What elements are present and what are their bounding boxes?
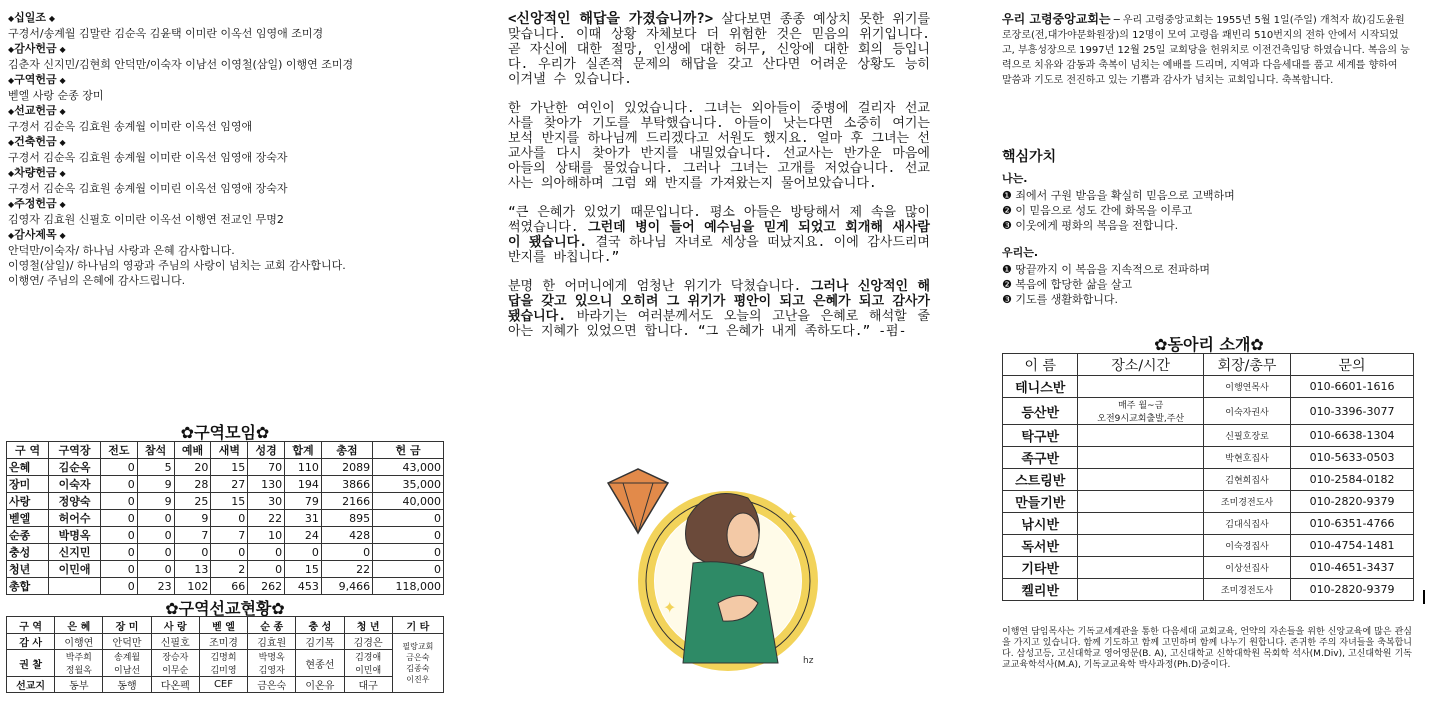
district-header: 새벽 [211, 442, 248, 459]
table-row [1003, 579, 1414, 601]
district-cell: 9 [174, 510, 211, 527]
clubs-title: ✿동아리 소개✿ [1154, 335, 1264, 354]
club-cell: 등산반 [1003, 398, 1078, 425]
district-cell: 순종 [7, 527, 49, 544]
mission-cell: 김경은 [344, 634, 392, 650]
district-cell: 9 [137, 476, 174, 493]
clubs-table [1002, 353, 1414, 601]
district-cell: 15 [211, 459, 248, 476]
offering-names: 벧엘 사랑 순종 장미 [8, 89, 104, 102]
table-row [7, 510, 444, 527]
district-cell: 0 [100, 459, 137, 476]
district-cell: 0 [373, 544, 444, 561]
artist-signature: hz [803, 656, 814, 666]
mission-cell: 다온펙 [151, 677, 199, 693]
table-row [1003, 535, 1414, 557]
table-row [1003, 513, 1414, 535]
mission-cell: 현종선 [296, 650, 344, 677]
mission-header: 장 미 [103, 617, 151, 634]
district-cell: 0 [100, 561, 137, 578]
mission-cell: 안덕만 [103, 634, 151, 650]
district-cell: 벧엘 [7, 510, 49, 527]
district-cell: 2 [211, 561, 248, 578]
mission-cell: 장승자 이무순 [151, 650, 199, 677]
table-row [1003, 425, 1414, 447]
essay-heading: <신앙적인 해답을 가졌습니까?> [508, 11, 714, 27]
mission-cell: 선교지 [7, 677, 55, 693]
district-cell: 3866 [321, 476, 372, 493]
district-cell: 2166 [321, 493, 372, 510]
offering-list [8, 10, 448, 288]
face-shape [727, 513, 759, 557]
district-header: 헌 금 [373, 442, 444, 459]
club-cell: 낚시반 [1003, 513, 1078, 535]
mission-cell: 이행연 [55, 634, 103, 650]
district-cell [49, 578, 101, 595]
mission-cell: 김명희 김미영 [199, 650, 247, 677]
district-cell: 22 [248, 510, 285, 527]
club-cell: 010-2820-9379 [1291, 579, 1414, 601]
core-we-item: ❸ 기도를 생활화합니다. [1002, 293, 1118, 306]
offering-title: ◆ 감사제목 ◆ [8, 227, 448, 243]
district-cell: 정양숙 [49, 493, 101, 510]
district-cell: 박명옥 [49, 527, 101, 544]
district-cell: 청년 [7, 561, 49, 578]
mission-header: 기 타 [392, 617, 443, 634]
essay [508, 12, 930, 353]
district-cell: 118,000 [373, 578, 444, 595]
offering-title: ◆ 선교헌금 ◆ [8, 103, 448, 119]
club-header: 문의 [1291, 354, 1414, 376]
offering-names: 김춘자 신지민/김현희 안덕만/이숙자 이남선 이영철(삼일) 이행연 조미경 [8, 58, 354, 71]
district-cell: 110 [285, 459, 322, 476]
history-title: 우리 고령중앙교회는 [1002, 12, 1111, 26]
core-we-lead: 우리는. [1002, 246, 1039, 259]
praying-woman-illustration [578, 463, 840, 675]
core-we-item: ❷ 복음에 합당한 삶을 살고 [1002, 278, 1133, 291]
district-cell: 13 [174, 561, 211, 578]
club-cell: 010-4754-1481 [1291, 535, 1414, 557]
district-cell: 0 [285, 544, 322, 561]
district-header: 전도 [100, 442, 137, 459]
offering-title: ◆ 감사헌금 ◆ [8, 41, 448, 57]
club-cell: 스트링반 [1003, 469, 1078, 491]
district-cell: 0 [100, 476, 137, 493]
club-cell: 박현호집사 [1203, 447, 1290, 469]
table-row [7, 677, 444, 693]
essay-p4b: 그러나 신앙적인 해답을 갖고 있으니 오히려 그 위기가 평안이 되고 은혜가 되고 감사가 됐습니다. [508, 279, 931, 324]
district-header: 예배 [174, 442, 211, 459]
table-row [7, 493, 444, 510]
offering-names: 구경서 김순옥 김효원 송계월 이미란 이옥선 임영애 [8, 120, 253, 133]
table-row [7, 561, 444, 578]
club-cell [1078, 447, 1203, 469]
offering-title: ◆ 십일조 ◆ [8, 10, 448, 26]
district-cell: 66 [211, 578, 248, 595]
offering-names: 김영자 김효원 신필호 이미란 이옥선 이행연 전교인 무명2 [8, 213, 284, 226]
district-cell: 24 [285, 527, 322, 544]
mission-cell: 감 사 [7, 634, 55, 650]
district-cell: 9,466 [321, 578, 372, 595]
mission-cell: 금은숙 [248, 677, 296, 693]
church-history [1002, 12, 1410, 88]
mission-cell: CEF [199, 677, 247, 693]
club-cell [1078, 376, 1203, 398]
essay-p2: 한 가난한 여인이 있었습니다. 그녀는 외아들이 중병에 걸리자 선교사를 찾아가 기도를 부탁했습니다. 아들이 낫는다면 소중히 여기는 보석 반지를 하나님께 드리겠다고 서원도 했지요. 얼마 후 그녀는 선교사를 다시 찾아가 반지를 내밀었습니다. 선교사는 반가운 마음에 아들의 상태를 물었습니다. 그러나 그녀는 고개를 저었습니다. 선교사는 의아해하며 그럼 왜 반지를 가져왔는지 물어보았습니다. [508, 101, 930, 191]
club-cell: 족구반 [1003, 447, 1078, 469]
mission-cell: 신필호 [151, 634, 199, 650]
club-cell [1078, 513, 1203, 535]
mission-cell: 동행 [103, 677, 151, 693]
table-row [1003, 469, 1414, 491]
district-cell: 428 [321, 527, 372, 544]
mission-cell: 동부 [55, 677, 103, 693]
district-cell: 15 [285, 561, 322, 578]
district-cell: 22 [321, 561, 372, 578]
district-cell: 194 [285, 476, 322, 493]
club-cell: 010-2820-9379 [1291, 491, 1414, 513]
district-cell: 130 [248, 476, 285, 493]
essay-p3c: 결국 하나님 자녀로 세상을 떠났지요. 이에 감사드리며 반지를 바칩니다.” [508, 235, 930, 265]
core-i-lead: 나는. [1002, 172, 1028, 185]
district-cell: 충성 [7, 544, 49, 561]
mission-header: 청 년 [344, 617, 392, 634]
offering-names: 구경서 김순옥 김효원 송계월 이미란 이옥선 임영애 장숙자 [8, 151, 288, 164]
table-row [7, 634, 444, 650]
mission-cell: 김기목 [296, 634, 344, 650]
offering-names: 안덕만/이숙자/ 하나님 사랑과 은혜 감사합니다. [8, 244, 235, 257]
club-cell: 신필호장로 [1203, 425, 1290, 447]
club-header: 장소/시간 [1078, 354, 1203, 376]
offering-title: ◆ 건축헌금 ◆ [8, 134, 448, 150]
district-cell: 7 [211, 527, 248, 544]
district-cell: 0 [373, 527, 444, 544]
core-i-item: ❸ 이웃에게 평화의 복음을 전합니다. [1002, 219, 1179, 232]
table-row [7, 578, 444, 595]
district-header: 구 역 [7, 442, 49, 459]
club-cell: 이상선집사 [1203, 557, 1290, 579]
club-cell: 010-3396-3077 [1291, 398, 1414, 425]
essay-p4c: 바라기는 여러분께서도 오늘의 고난을 은혜로 해석할 줄 아는 지혜가 있었으면 합니다. “그 은혜가 내게 족하도다.” -펌- [508, 309, 930, 339]
district-cell: 0 [373, 561, 444, 578]
district-cell: 0 [137, 510, 174, 527]
sparkle-icon: ✦ [663, 598, 677, 617]
essay-p1: 살다보면 종종 예상치 못한 위기를 맞습니다. 이때 상황 자체보다 더 위험한 것은 믿음의 위기입니다. 곧 자신에 대한 절망, 인생에 대한 허무, 신앙에 대한 회의 등입니다. 우리가 실존적 문제의 해답을 갖고 산다면 어려운 상황도 능히 이겨낼 수 있습니다. [508, 12, 931, 87]
essay-p4a: 분명 한 어머니에게 엄청난 위기가 닥쳤습니다. [508, 279, 811, 294]
district-cell: 262 [248, 578, 285, 595]
club-cell: 010-5633-0503 [1291, 447, 1414, 469]
mission-cell: 이온유 [296, 677, 344, 693]
district-cell: 0 [100, 527, 137, 544]
club-cell: 테니스반 [1003, 376, 1078, 398]
district-header: 합계 [285, 442, 322, 459]
district-cell: 31 [285, 510, 322, 527]
table-row [7, 544, 444, 561]
table-row [7, 476, 444, 493]
club-cell [1078, 557, 1203, 579]
mission-cell: 김경애 이민애 [344, 650, 392, 677]
district-cell: 이민애 [49, 561, 101, 578]
club-header: 회장/총무 [1203, 354, 1290, 376]
district-cell: 23 [137, 578, 174, 595]
mission-cell: 김효원 [248, 634, 296, 650]
district-cell: 28 [174, 476, 211, 493]
club-cell: 김대식집사 [1203, 513, 1290, 535]
district-cell: 70 [248, 459, 285, 476]
district-cell: 0 [100, 510, 137, 527]
district-cell: 0 [100, 578, 137, 595]
history-text: ─ 우리 고령중앙교회는 1955년 5월 1일(주일) 개척자 故)김도윤원로장로(전,대가야문화원장)의 12명이 모여 고령읍 쾌빈리 510번지의 전하 안에서 시작되었고, 부흥성장으로 1997년 12월 25일 교회당을 헌위치로 이전건축입당 하였습니다. 복음의 능력으로 치유와 감동과 축복이 넘치는 예배를 드리며, 지역과 다음세대를 품고 세계를 향하여 말씀과 기도로 전진하고 있는 기쁨과 감사가 넘치는 교회입니다. 축복합니다. [1002, 15, 1410, 86]
table-row [1003, 557, 1414, 579]
district-cell: 0 [100, 544, 137, 561]
mission-header: 은 혜 [55, 617, 103, 634]
offering-title: ◆ 구역헌금 ◆ [8, 72, 448, 88]
club-header: 이 름 [1003, 354, 1078, 376]
mission-title: ✿구역선교현황✿ [165, 599, 285, 618]
offering-names: 이영철(삼일)/ 하나님의 영광과 주님의 사랑이 넘치는 교회 감사합니다. [8, 259, 346, 272]
mission-cell: 박명옥 김영자 [248, 650, 296, 677]
district-cell: 40,000 [373, 493, 444, 510]
club-cell [1078, 469, 1203, 491]
district-cell: 2089 [321, 459, 372, 476]
district-cell: 35,000 [373, 476, 444, 493]
mission-header: 사 랑 [151, 617, 199, 634]
mission-table [6, 616, 444, 693]
district-cell: 김순옥 [49, 459, 101, 476]
club-cell: 이숙경집사 [1203, 535, 1290, 557]
mission-cell: 대구 [344, 677, 392, 693]
sparkle-icon: ✦ [783, 507, 799, 528]
district-cell: 0 [137, 544, 174, 561]
district-cell: 15 [211, 493, 248, 510]
club-cell: 켈리반 [1003, 579, 1078, 601]
district-header: 참석 [137, 442, 174, 459]
district-cell: 102 [174, 578, 211, 595]
district-cell: 0 [211, 544, 248, 561]
club-cell: 탁구반 [1003, 425, 1078, 447]
club-cell: 이숙자권사 [1203, 398, 1290, 425]
table-row [7, 650, 444, 677]
district-cell: 0 [211, 510, 248, 527]
district-cell: 은혜 [7, 459, 49, 476]
district-cell: 5 [137, 459, 174, 476]
club-cell [1078, 425, 1203, 447]
district-cell: 0 [248, 561, 285, 578]
offering-names: 구경서 김순옥 김효원 송계월 이미린 이옥선 임영애 장숙자 [8, 182, 288, 195]
mission-cell: 송계월 이남선 [103, 650, 151, 677]
club-cell: 010-2584-0182 [1291, 469, 1414, 491]
mission-cell: 박주희 정월옥 [55, 650, 103, 677]
mission-header: 벧 엘 [199, 617, 247, 634]
core-i-item: ❷ 이 믿음으로 성도 간에 화목을 이루고 [1002, 204, 1193, 217]
district-cell: 895 [321, 510, 372, 527]
district-header: 총점 [321, 442, 372, 459]
core-we-item: ❶ 땅끝까지 이 복음을 지속적으로 전파하며 [1002, 263, 1210, 276]
table-row [1003, 491, 1414, 513]
district-cell: 10 [248, 527, 285, 544]
cursor-mark [1423, 590, 1425, 604]
district-cell: 30 [248, 493, 285, 510]
district-cell: 신지민 [49, 544, 101, 561]
club-cell: 이행연목사 [1203, 376, 1290, 398]
core-title: 핵심가치 [1002, 149, 1057, 165]
mission-header: 구 역 [7, 617, 55, 634]
table-row [7, 527, 444, 544]
district-cell: 79 [285, 493, 322, 510]
club-cell: 010-6351-4766 [1291, 513, 1414, 535]
club-cell: 기타반 [1003, 557, 1078, 579]
district-cell: 0 [321, 544, 372, 561]
core-values [1002, 150, 1422, 319]
district-table [6, 441, 444, 595]
table-row [1003, 398, 1414, 425]
district-cell: 허어수 [49, 510, 101, 527]
district-cell: 0 [174, 544, 211, 561]
essay-p3a: “큰 은혜가 있었기 때문입니다. 평소 아들은 방탕해서 제 속을 많이 썩였습니다. [508, 205, 930, 235]
club-cell [1078, 579, 1203, 601]
club-cell: 만들기반 [1003, 491, 1078, 513]
district-cell: 장미 [7, 476, 49, 493]
club-cell: 010-6638-1304 [1291, 425, 1414, 447]
mission-cell: 조미경 [199, 634, 247, 650]
district-cell: 27 [211, 476, 248, 493]
club-cell: 조미경전도사 [1203, 579, 1290, 601]
club-cell: 매주 월~금 오전9시교회출발,주산 [1078, 398, 1203, 425]
district-title: ✿구역모임✿ [180, 423, 270, 442]
district-cell: 0 [373, 510, 444, 527]
district-cell: 0 [248, 544, 285, 561]
club-cell: 조미경전도사 [1203, 491, 1290, 513]
table-row [1003, 447, 1414, 469]
district-cell: 0 [137, 527, 174, 544]
district-cell: 43,000 [373, 459, 444, 476]
district-cell: 453 [285, 578, 322, 595]
essay-p3b: 그런데 병이 들어 예수님을 믿게 되었고 회개해 새사람이 됐습니다. [508, 220, 930, 250]
district-cell: 9 [137, 493, 174, 510]
mission-cell: 권 찰 [7, 650, 55, 677]
club-cell: 김현희집사 [1203, 469, 1290, 491]
district-cell: 이숙자 [49, 476, 101, 493]
club-cell [1078, 491, 1203, 513]
mission-header: 충 성 [296, 617, 344, 634]
table-row [1003, 376, 1414, 398]
district-header: 구역장 [49, 442, 101, 459]
district-cell: 0 [137, 561, 174, 578]
club-cell: 010-6601-1616 [1291, 376, 1414, 398]
district-header: 성경 [248, 442, 285, 459]
offering-names: 구경서/송계월 김말란 김순옥 김윤택 이미란 이옥선 임영애 조미경 [8, 27, 324, 40]
district-cell: 총합 [7, 578, 49, 595]
offering-names: 이행연/ 주님의 은혜에 감사드립니다. [8, 274, 186, 287]
mission-etc: 필랑교회 금은숙 김종숙 이진우 [392, 634, 443, 693]
core-i-item: ❶ 죄에서 구원 받음을 확실히 믿음으로 고백하며 [1002, 189, 1235, 202]
club-cell: 010-4651-3437 [1291, 557, 1414, 579]
mission-header: 순 종 [248, 617, 296, 634]
district-cell: 7 [174, 527, 211, 544]
club-cell [1078, 535, 1203, 557]
table-row [7, 459, 444, 476]
district-cell: 사랑 [7, 493, 49, 510]
offering-title: ◆ 주정헌금 ◆ [8, 196, 448, 212]
district-cell: 0 [100, 493, 137, 510]
offering-title: ◆ 차량헌금 ◆ [8, 165, 448, 181]
pastor-bio: 이행연 담임목사는 기독교세계관을 통한 다음세대 교회교육, 언약의 자손들을 위한 신앙교육에 많은 관심을 가지고 있습니다. 함께 기도하고 함께 고민하며 함께 나누기 원합니다. 존귀한 주의 자녀들을 축복합니다. 삼성고등, 고신대학교 영어영문(B. A), 고신대학교 신학대학원 목회학 석사(M.Div), 고신대학원 기독교교육학석사(M.A), 기독교교육학 박사과정(Ph.D)중이다. [1002, 627, 1412, 670]
district-cell: 20 [174, 459, 211, 476]
district-cell: 25 [174, 493, 211, 510]
club-cell: 독서반 [1003, 535, 1078, 557]
